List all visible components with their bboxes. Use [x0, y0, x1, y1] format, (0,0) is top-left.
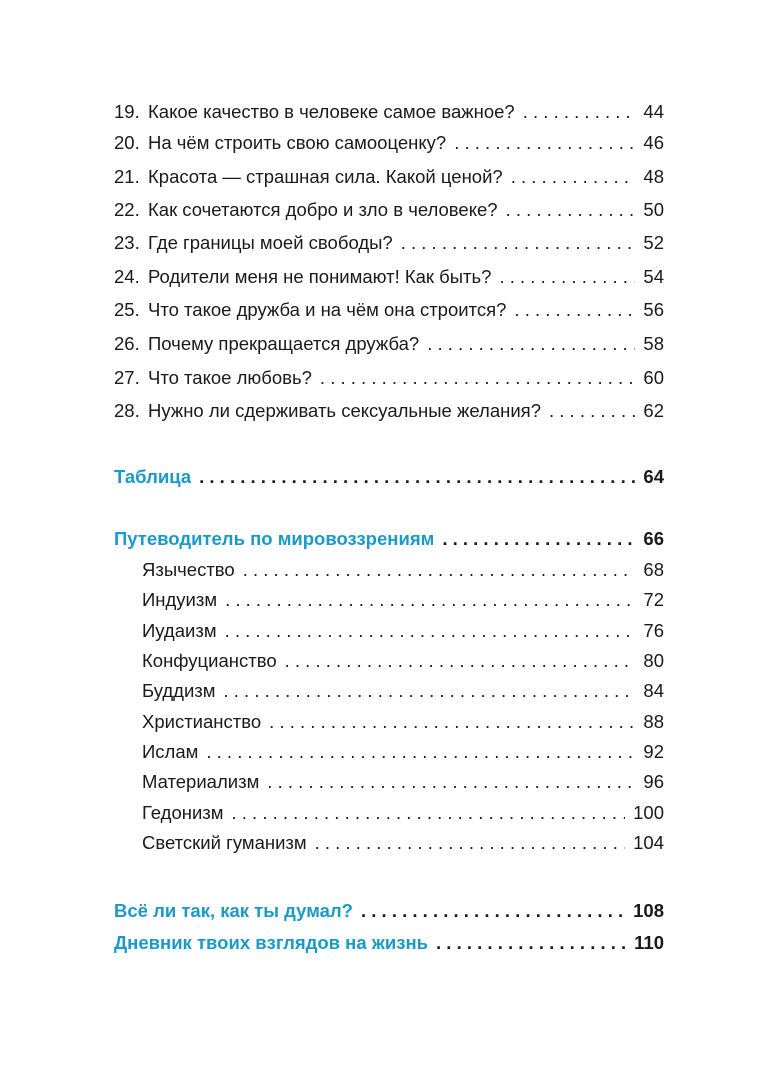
subentry-title: Индуизм: [142, 589, 218, 610]
dot-leader: [199, 462, 635, 492]
section-title: Путеводитель по мировоззрениям: [114, 528, 435, 549]
section-page: 110: [634, 932, 664, 953]
dot-leader: [225, 616, 636, 646]
entry-number: 21.: [114, 166, 140, 187]
entry-title: Как сочетаются добро и зло в человеке?: [148, 199, 498, 220]
entry-page: 52: [643, 232, 664, 253]
subentry-title: Иудаизм: [142, 620, 217, 641]
toc-subentry[interactable]: [142, 798, 664, 828]
section-title: Таблица: [114, 466, 192, 487]
entry-number: 27.: [114, 367, 140, 388]
subentry-page: 92: [643, 741, 664, 762]
toc-entry[interactable]: [114, 262, 664, 292]
dot-leader: [506, 195, 636, 225]
toc-subentry[interactable]: [142, 737, 664, 767]
dot-leader: [269, 707, 635, 737]
toc-subentry[interactable]: [142, 555, 664, 585]
toc-entry[interactable]: [114, 396, 664, 426]
toc-entry[interactable]: [114, 97, 664, 127]
subentry-page: 84: [643, 680, 664, 701]
subentry-title: Буддизм: [142, 680, 216, 701]
toc-entry[interactable]: [114, 363, 664, 393]
subentry-page: 100: [633, 802, 664, 823]
dot-leader: [225, 585, 635, 615]
toc-subentry[interactable]: [142, 616, 664, 646]
entry-title: Что такое дружба и на чём она строится?: [148, 299, 507, 320]
dot-leader: [511, 162, 636, 192]
entry-number: 23.: [114, 232, 140, 253]
entry-page: 60: [643, 367, 664, 388]
entry-number: 28.: [114, 400, 140, 421]
dot-leader: [401, 228, 636, 258]
toc-entry[interactable]: [114, 162, 664, 192]
section-page: 108: [633, 900, 664, 921]
toc-subentry[interactable]: [142, 585, 664, 615]
dot-leader: [549, 396, 635, 426]
section-title: Всё ли так, как ты думал?: [114, 900, 353, 921]
subentry-title: Конфуцианство: [142, 650, 277, 671]
entry-title: Какое качество в человеке самое важное?: [148, 101, 515, 122]
entry-page: 62: [643, 400, 664, 421]
dot-leader: [427, 329, 635, 359]
entry-page: 44: [643, 101, 664, 122]
toc-entry[interactable]: [114, 195, 664, 225]
dot-leader: [232, 798, 626, 828]
section-page: 66: [643, 528, 664, 549]
toc-subentry[interactable]: [142, 828, 664, 858]
entry-page: 46: [643, 132, 664, 153]
entry-page: 54: [643, 266, 664, 287]
entry-number: 24.: [114, 266, 140, 287]
dot-leader: [315, 828, 626, 858]
entry-page: 48: [643, 166, 664, 187]
subentry-page: 68: [643, 559, 664, 580]
dot-leader: [243, 555, 636, 585]
entry-number: 20.: [114, 132, 140, 153]
subentry-title: Светский гуманизм: [142, 832, 307, 853]
dot-leader: [361, 896, 625, 926]
entry-title: Красота — страшная сила. Какой ценой?: [148, 166, 503, 187]
entry-number: 22.: [114, 199, 140, 220]
dot-leader: [206, 737, 635, 767]
section-page: 64: [643, 466, 664, 487]
section-title: Дневник твоих взглядов на жизнь: [114, 932, 429, 953]
entry-number: 26.: [114, 333, 140, 354]
dot-leader: [514, 295, 635, 325]
subentry-page: 72: [643, 589, 664, 610]
dot-leader: [224, 676, 636, 706]
entry-page: 58: [643, 333, 664, 354]
subentry-title: Материализм: [142, 771, 260, 792]
entry-title: Что такое любовь?: [148, 367, 312, 388]
subentry-page: 96: [643, 771, 664, 792]
toc-entry[interactable]: [114, 228, 664, 258]
entry-title: Родители меня не понимают! Как быть?: [148, 266, 492, 287]
entry-title: Почему прекращается дружба?: [148, 333, 420, 354]
subentry-title: Христианство: [142, 711, 262, 732]
toc-entry[interactable]: [114, 329, 664, 359]
entry-title: На чём строить свою самооценку?: [148, 132, 447, 153]
dot-leader: [523, 97, 636, 127]
subentry-page: 80: [643, 650, 664, 671]
dot-leader: [442, 524, 635, 554]
entry-title: Нужно ли сдерживать сексуальные желания?: [148, 400, 541, 421]
entry-number: 25.: [114, 299, 140, 320]
subentry-page: 76: [643, 620, 664, 641]
subentry-title: Ислам: [142, 741, 199, 762]
entry-page: 56: [643, 299, 664, 320]
dot-leader: [285, 646, 636, 676]
subentry-page: 88: [643, 711, 664, 732]
subentry-title: Гедонизм: [142, 802, 224, 823]
toc-section-reflection[interactable]: [114, 896, 664, 926]
toc-section-table[interactable]: [114, 462, 664, 492]
entry-number: 19.: [114, 101, 140, 122]
toc-subentry[interactable]: [142, 646, 664, 676]
subentry-title: Язычество: [142, 559, 235, 580]
toc-subentry[interactable]: [142, 676, 664, 706]
subentry-page: 104: [633, 832, 664, 853]
toc-section-diary[interactable]: [114, 928, 664, 958]
toc-entry[interactable]: [114, 128, 664, 158]
dot-leader: [267, 767, 635, 797]
toc-entry[interactable]: [114, 295, 664, 325]
entry-page: 50: [643, 199, 664, 220]
entry-title: Где границы моей свободы?: [148, 232, 393, 253]
dot-leader: [499, 262, 635, 292]
toc-section-guide[interactable]: [114, 524, 664, 554]
dot-leader: [454, 128, 635, 158]
toc-subentry[interactable]: [142, 707, 664, 737]
dot-leader: [320, 363, 636, 393]
toc-subentry[interactable]: [142, 767, 664, 797]
dot-leader: [436, 928, 626, 958]
